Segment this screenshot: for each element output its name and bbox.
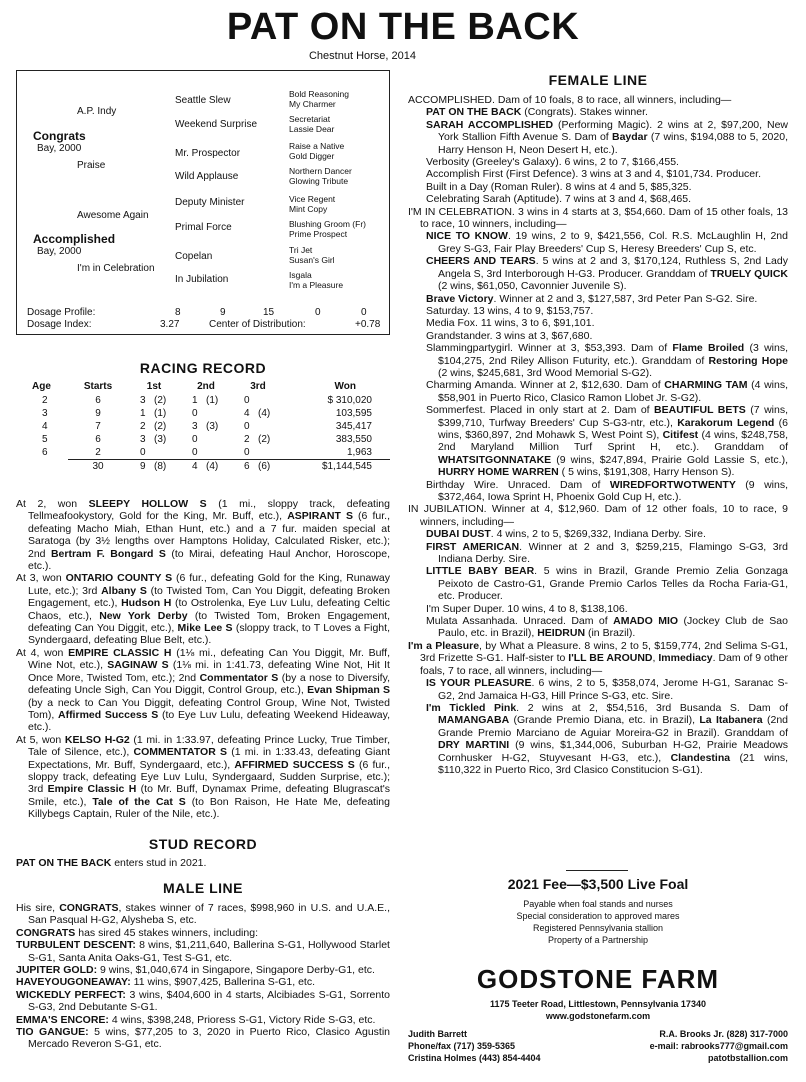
race-count: 0 bbox=[192, 434, 198, 445]
contact-right bbox=[588, 1028, 788, 1064]
racing-record-cell: 6 bbox=[95, 395, 101, 406]
pedigree-gen4-11: Prime Prospect bbox=[289, 229, 348, 239]
female-line-produce: Birthday Wire. Unraced. Dam of WIREDFORTWOTWENTY (9 wins, $372,464, Iowa Sprint H, Phoenix Gold Cup H, etc.). bbox=[426, 478, 789, 503]
pedigree-gen4-7: Glowing Tribute bbox=[289, 176, 349, 186]
race-paragraph: At 2, won SLEEPY HOLLOW S (1 mi., sloppy track, defeating Tellmeafookystory, Gold for the King, Mr. Buff, etc.), ASPIRANT S (6 fur., defeating Macho Miah, Ethan Hunt, etc.) and a 7 fur. maiden special at Saratoga (by 3½ lengths over Hamptons Holiday, Calculated Risker, etc.); 2nd Bertram F. Bongard S (to Mirai, defeating Haul Anchor, Horoscope, etc.). bbox=[16, 498, 391, 573]
stakes-count: (6) bbox=[258, 461, 271, 472]
racing-record-cell: 7 bbox=[95, 421, 101, 432]
race-count: 2 bbox=[244, 434, 250, 445]
farm-name: GODSTONE FARM bbox=[476, 964, 720, 994]
racing-record-cell: 30 bbox=[68, 460, 128, 474]
race-count: 0 bbox=[140, 447, 146, 458]
female-line-produce: Verbosity (Greeley's Galaxy). 6 wins, 2 to 7, $166,455. bbox=[426, 156, 679, 169]
pedigree-gen3-2: Mr. Prospector bbox=[175, 148, 241, 159]
racing-record-row bbox=[16, 394, 390, 407]
racing-record-cell: 383,550 bbox=[335, 434, 372, 445]
race-paragraph: At 3, won ONTARIO COUNTY S (6 fur., defeating Gold for the King, Runaway Lute, etc.); 3rd Albany S (to Twisted Tom, Can You Diggit, defeating Broken Engagement, etc.), Hudson H (to Ostrolenka, Eye Luv Lulu, defeating Celtic Chaos, etc.), New York Derby (to Twisted Tom, Broken Engagement, defeating Can You Diggit, etc.), Mike Lee S (sloppy track, to T Loves a Fight, Syndergaard, defeating Blue Belt, etc.). bbox=[16, 572, 390, 647]
contact-phone[interactable]: R.A. Brooks Jr. (828) 317-7000 bbox=[659, 1029, 788, 1039]
racing-record-cell: 2 bbox=[95, 447, 101, 458]
male-line-text bbox=[16, 902, 390, 1051]
pedigree-gen4-3: Lassie Dear bbox=[289, 124, 335, 134]
dosage-index-value: 3.27 bbox=[160, 319, 180, 330]
female-line-dam: ACCOMPLISHED. Dam of 10 foals, 8 to race, all winners, including— bbox=[408, 94, 732, 106]
pedigree-gen2-3: I'm in Celebration bbox=[77, 263, 155, 274]
female-line-produce: Saturday. 13 wins, 4 to 9, $153,757. bbox=[426, 304, 594, 317]
pedigree-gen3-1: Weekend Surprise bbox=[175, 119, 258, 130]
female-line-produce: PAT ON THE BACK (Congrats). Stakes winner. bbox=[426, 106, 648, 119]
racing-record-cell: $ 310,020 bbox=[327, 395, 372, 406]
female-line-produce: LITTLE BABY BEAR. 5 wins in Brazil, Grande Premio Zelia Gonzaga Peixoto de Castro-G1, Grande Premio Carlos Telles da Rocha Faria-G1, etc. Producer. bbox=[426, 565, 788, 603]
pedigree-gen4-6: Northern Dancer bbox=[289, 166, 352, 176]
racing-record-row bbox=[16, 433, 390, 446]
pedigree-gen2-1: Praise bbox=[77, 160, 106, 171]
race-count: 4 bbox=[244, 408, 250, 419]
col-age: Age bbox=[32, 380, 51, 392]
female-line-produce: CHEERS AND TEARS. 5 wins at 2 and 3, $170,124, Ruthless S, 2nd Lady Angela S, 3rd Interborough H-G3. Producer. Granddam of TRUELY QUICK (2 wins, $61,050, Cavonnier Juvenile S). bbox=[426, 255, 788, 293]
female-line-produce: I'm Super Duper. 10 wins, 4 to 8, $138,106. bbox=[426, 602, 628, 615]
fee-term: Registered Pennsylvania stallion bbox=[532, 923, 664, 933]
farm-website[interactable]: www.godstonefarm.com bbox=[545, 1011, 651, 1021]
dosage-profile-label: Dosage Profile: bbox=[27, 307, 96, 318]
race-count: 9 bbox=[140, 461, 146, 472]
racing-record-cell: 6 bbox=[95, 434, 101, 445]
male-line-paragraph: TIO GANGUE: 5 wins, $77,205 to 3, 2020 in Puerto Rico, Clasico Agustin Mercado Reveron S-G1, etc. bbox=[16, 1026, 390, 1051]
pedigree-gen3-5: Primal Force bbox=[175, 222, 232, 233]
racing-record-cell: 9 bbox=[95, 408, 101, 419]
dosage-profile-value: 15 bbox=[263, 307, 275, 318]
contact-email[interactable]: e-mail: rabrooks777@gmail.com bbox=[649, 1041, 788, 1051]
racing-record-cell bbox=[180, 460, 232, 474]
pedigree-sire: Congrats bbox=[33, 129, 86, 143]
stakes-count: (2) bbox=[258, 434, 271, 445]
racing-record-cell bbox=[180, 394, 232, 407]
pedigree-gen3-4: Deputy Minister bbox=[175, 197, 245, 208]
dosage-profile-value: 0 bbox=[361, 307, 367, 318]
racing-record-cell: 5 bbox=[42, 434, 48, 445]
male-line-paragraph: JUPITER GOLD: 9 wins, $1,040,674 in Singapore, Singapore Derby-G1, etc. bbox=[16, 964, 375, 977]
pedigree-gen4-2: Secretariat bbox=[289, 114, 331, 124]
pedigree-gen2-2: Awesome Again bbox=[77, 210, 149, 221]
col-won: Won bbox=[334, 380, 356, 392]
female-line-produce: NICE TO KNOW. 19 wins, 2 to 9, $421,556, Col. R.S. McLaughlin H, 2nd Grey S-G3, Fair Play Breeders' Cup S, Heresy Breeders' Cup S, etc. bbox=[426, 230, 788, 255]
racing-record-cell: 2 bbox=[42, 395, 48, 406]
female-line-produce: Media Fox. 11 wins, 3 to 6, $91,101. bbox=[426, 317, 595, 330]
male-line-paragraph: HAVEYOUGONEAWAY: 11 wins, $907,425, Ballerina S-G1, etc. bbox=[16, 976, 315, 989]
pedigree-gen4-8: Vice Regent bbox=[289, 194, 336, 204]
pedigree-gen3-7: In Jubilation bbox=[175, 274, 229, 285]
racing-record-cell bbox=[128, 460, 180, 474]
racing-record-row bbox=[16, 420, 390, 433]
racing-record-cell: $1,144,545 bbox=[284, 460, 390, 474]
racing-record-cell bbox=[232, 433, 284, 446]
female-line-produce: Built in a Day (Roman Ruler). 8 wins at 4 and 5, $85,325. bbox=[426, 180, 692, 193]
racing-record-cell bbox=[180, 407, 232, 420]
female-line-produce: Mulata Assanhada. Unraced. Dam of AMADO MIO (Jockey Club de Sao Paulo, etc. in Brazil), HEIDRUN (in Brazil). bbox=[426, 615, 788, 640]
female-line-dam: I'M IN CELEBRATION. 3 wins in 4 starts at 3, $54,660. Dam of 15 other foals, 13 to race, 10 winners, including— bbox=[408, 205, 788, 231]
racing-record-row bbox=[16, 407, 390, 420]
stud-fee: 2021 Fee—$3,500 Live Foal bbox=[507, 876, 689, 892]
contact-left bbox=[408, 1028, 608, 1064]
racing-record-heading: RACING RECORD bbox=[139, 360, 267, 376]
racing-record-table bbox=[16, 378, 390, 473]
racing-record-cell: 1,963 bbox=[346, 447, 372, 458]
racing-record-cell bbox=[128, 433, 180, 446]
race-count: 3 bbox=[140, 434, 146, 445]
fee-term: Special consideration to approved mares bbox=[516, 911, 680, 921]
racing-record-cell bbox=[128, 407, 180, 420]
divider bbox=[566, 870, 628, 871]
race-count: 0 bbox=[244, 395, 250, 406]
stakes-count: (8) bbox=[154, 461, 167, 472]
female-line-produce: Slammingpartygirl. Winner at 3, $53,393. Dam of Flame Broiled (3 wins, $104,275, 2nd Riley Allison Futurity, etc.). Granddam of Restoring Hope (2 wins, $245,681, 3rd Wood Memorial S-G2). bbox=[426, 342, 789, 379]
racing-record-cell bbox=[232, 460, 284, 474]
stakes-count: (1) bbox=[154, 408, 167, 419]
female-line-produce: I'm Tickled Pink. 2 wins at 2, $54,516, 3rd Busanda S. Dam of MAMANGABA (Grande Premio Diana, etc. in Brazil), La Itabanera (2nd Grande Premio Marciano de Aguiar Moreira-G2 in Brazil). Granddam of DRY MARTINI (9 wins, $1,344,006, Suburban H-G2, Prairie Meadows Cornhusker H-G2, Stuyvesant H-G3, etc.), Clandestina (21 wins, $110,322 in Puerto Rico, 3rd Clasico Constitucion S-G1). bbox=[426, 701, 789, 776]
pedigree-gen4-10: Blushing Groom (Fr) bbox=[289, 219, 366, 229]
racing-record-cell bbox=[180, 433, 232, 446]
farm-address: 1175 Teeter Road, Littlestown, Pennsylvania 17340 bbox=[490, 999, 706, 1009]
female-line-dam: IN JUBILATION. Winner at 4, $12,960. Dam of 12 other foals, 10 to race, 9 winners, including— bbox=[408, 503, 788, 528]
dosage-index-label: Dosage Index: bbox=[27, 319, 92, 330]
racing-record-cell bbox=[232, 446, 284, 460]
racing-record-cell: 3 bbox=[42, 408, 48, 419]
fee-term: Payable when foal stands and nurses bbox=[523, 899, 673, 909]
contact-name: Judith Barrett bbox=[408, 1029, 468, 1039]
pedigree-dam: Accomplished bbox=[33, 232, 116, 246]
racing-record-cell: 345,417 bbox=[335, 421, 372, 432]
female-line-produce: IS YOUR PLEASURE. 6 wins, 2 to 5, $358,074, Jerome H-G1, Saranac S-G2, 2nd Jamaica H-G3, Hill Prince S-G3, etc. Sire. bbox=[426, 677, 789, 702]
female-line-produce: SARAH ACCOMPLISHED (Performing Magic). 2 wins at 2, $97,200, New York Stallion Fifth Avenue S. Dam of Baydar (7 wins, $194,088 to 5, 2020, Harry Henson H, Neon Desert H, etc.). bbox=[426, 118, 788, 156]
race-count: 1 bbox=[140, 408, 146, 419]
race-paragraph: At 4, won EMPIRE CLASSIC H (1⅛ mi., defeating Can You Diggit, Mr. Buff, Wine Not, etc.), SAGINAW S (1⅛ mi. in 1:41.73, defeating Wine Not, Hit It Once More, Twisted Tom, etc.); 2nd Commentator S (by a nose to Diversify, defeating Uncle Sigh, Can You Diggit, Control Group, etc.), Evan Shipman S (by a neck to Can You Diggit, defeating Control Group, Wine Not, Twisted Tom), Affirmed Success S (to Eye Luv Lulu, defeating Weekend Hideaway, etc.). bbox=[16, 646, 390, 734]
contact-phone[interactable]: Cristina Holmes (443) 854-4404 bbox=[408, 1053, 541, 1063]
race-count: 0 bbox=[244, 447, 250, 458]
male-line-paragraph: His sire, CONGRATS, stakes winner of 7 races, $998,960 in U.S. and U.A.E., San Pasqual H-G2, Alysheba S, etc. bbox=[16, 902, 390, 927]
female-line-produce: Brave Victory. Winner at 2 and 3, $127,587, 3rd Peter Pan S-G2. Sire. bbox=[426, 292, 758, 305]
female-line-produce: FIRST AMERICAN. Winner at 2 and 3, $259,215, Flamingo S-G3, 3rd Indiana Derby. Sire. bbox=[426, 540, 788, 566]
pedigree-gen2-0: A.P. Indy bbox=[77, 106, 117, 117]
pedigree-gen4-14: Isgala bbox=[289, 270, 312, 280]
racing-record-cell bbox=[180, 446, 232, 460]
race-count: 3 bbox=[140, 395, 146, 406]
race-count: 4 bbox=[192, 461, 198, 472]
stakes-count: (2) bbox=[154, 421, 167, 432]
female-line-produce: Grandstander. 3 wins at 3, $67,680. bbox=[426, 329, 593, 342]
horse-description: Chestnut Horse, 2014 bbox=[308, 50, 416, 62]
pedigree-gen3-0: Seattle Slew bbox=[175, 95, 231, 106]
pedigree-gen3-3: Wild Applause bbox=[175, 171, 239, 182]
race-count: 0 bbox=[192, 408, 198, 419]
female-line-heading: FEMALE LINE bbox=[548, 72, 648, 88]
pedigree-gen4-1: My Charmer bbox=[289, 99, 336, 109]
stakes-count: (4) bbox=[206, 461, 219, 472]
race-count: 0 bbox=[192, 447, 198, 458]
racing-record-cell bbox=[232, 420, 284, 433]
racing-record-cell bbox=[128, 394, 180, 407]
racing-record-cell bbox=[16, 460, 68, 474]
race-summary bbox=[16, 498, 390, 821]
pedigree-chart bbox=[16, 70, 390, 335]
dosage-profile-value: 8 bbox=[175, 307, 181, 318]
female-line-produce: Celebrating Sarah (Aptitude). 7 wins at 3 and 4, $68,465. bbox=[426, 193, 692, 206]
racing-record-cell bbox=[232, 407, 284, 420]
col-second: 2nd bbox=[197, 380, 215, 392]
racing-record-cell: 6 bbox=[42, 447, 48, 459]
pedigree-gen4-5: Gold Digger bbox=[289, 151, 335, 161]
pedigree-gen3-6: Copelan bbox=[175, 251, 213, 262]
female-line-produce: Sommerfest. Placed in only start at 2. Dam of BEAUTIFUL BETS (7 wins, $399,710, Turfway Breeders' Cup S-G3-ntr, etc.), Karakorum Legend (6 wins, $360,897, 2nd Mohawk S, West Point S), Citifest (4 wins, $248,758, 2nd Maryland Million Turf Sprint H, etc.). Granddam of WHATSITGONNATAKE (9 wins, $247,894, Prairie Gold Lassie S, etc.), HURRY HOME WARREN ( 5 wins, $191,308, Harry Henson S). bbox=[426, 404, 789, 479]
stud-record-heading: STUD RECORD bbox=[148, 836, 258, 852]
pedigree-gen4-4: Raise a Native bbox=[289, 141, 345, 151]
racing-record-cell: 103,595 bbox=[335, 408, 372, 419]
race-count: 3 bbox=[192, 421, 198, 432]
center-of-distribution-label: Center of Distribution: bbox=[209, 319, 306, 330]
center-of-distribution-value: +0.78 bbox=[355, 319, 381, 330]
male-line-paragraph: CONGRATS has sired 45 stakes winners, including: bbox=[16, 926, 258, 939]
stakes-count: (4) bbox=[258, 408, 271, 419]
pedigree-gen4-15: I'm a Pleasure bbox=[289, 280, 344, 290]
pedigree-gen4-13: Susan's Girl bbox=[289, 255, 335, 265]
fee-term: Property of a Partnership bbox=[547, 935, 649, 945]
contact-phone[interactable]: Phone/fax (717) 359-5365 bbox=[408, 1041, 516, 1051]
pedigree-gen4-12: Tri Jet bbox=[289, 245, 313, 255]
race-count: 2 bbox=[140, 421, 146, 432]
racing-record-cell bbox=[232, 394, 284, 407]
female-line-produce: Accomplish First (First Defence). 3 wins at 3 and 4, $101,734. Producer. bbox=[426, 168, 761, 181]
dosage-profile-value: 9 bbox=[220, 307, 226, 318]
stakes-count: (3) bbox=[206, 421, 219, 432]
female-line-dam: I'm a Pleasure, by What a Pleasure. 8 wins, 2 to 5, $159,774, 2nd Selima S-G1, 3rd Frizette S-G1. Half-sister to I'LL BE AROUND, Immediacy. Dam of 9 other foals, 7 to race, all winners, including— bbox=[408, 639, 788, 677]
racing-record-cell: 4 bbox=[42, 421, 48, 432]
race-paragraph: At 5, won KELSO H-G2 (1 mi. in 1:33.97, defeating Prince Lucky, True Timber, Tale of Silence, etc.), COMMENTATOR S (1 mi. in 1:33.43, defeating Giant Expectations, Mr. Buff, Syndergaard, etc.), AFFIRMED SUCCESS S (6 fur., sloppy track, defeating Eye Luv Lulu, Syndergaard, Sudden Surprise, etc.); 3rd Empire Classic H (to Mr. Buff, Dynamax Prime, defeating Blugrascat's Smile, etc.), Tale of the Cat S (to Bon Raison, He Hate Me, defeating Killybegs Captain, Ruler of the Nile, etc.). bbox=[16, 733, 390, 821]
stud-record-text: PAT ON THE BACK enters stud in 2021. bbox=[16, 857, 207, 869]
racing-record-cell bbox=[180, 420, 232, 433]
fee-terms bbox=[408, 898, 788, 946]
male-line-paragraph: EMMA'S ENCORE: 4 wins, $398,248, Prioress S-G1, Victory Ride S-G3, etc. bbox=[16, 1013, 376, 1026]
racing-record-row bbox=[16, 446, 390, 460]
race-count: 1 bbox=[192, 395, 198, 406]
pedigree-gen4-9: Mint Copy bbox=[289, 204, 328, 214]
racing-record-total-row bbox=[16, 460, 390, 474]
pedigree-gen4-0: Bold Reasoning bbox=[289, 89, 350, 99]
col-third: 3rd bbox=[250, 380, 266, 392]
stakes-count: (2) bbox=[154, 395, 167, 406]
col-starts: Starts bbox=[83, 380, 113, 392]
stakes-count: (1) bbox=[206, 395, 219, 406]
race-count: 6 bbox=[244, 461, 250, 472]
pedigree-dam-info: Bay, 2000 bbox=[37, 246, 82, 257]
dosage-profile-value: 0 bbox=[315, 307, 321, 318]
male-line-paragraph: WICKEDLY PERFECT: 3 wins, $404,600 in 4 starts, Alcibiades S-G1, Sorrento S-G3, 2nd Debutante S-G1. bbox=[16, 988, 390, 1014]
female-line-produce: Charming Amanda. Winner at 2, $12,630. Dam of CHARMING TAM (4 wins, $58,901 in Puerto Rico, Clasico Ramon Llobet Jr. S-G2). bbox=[426, 379, 788, 404]
col-first: 1st bbox=[146, 380, 162, 392]
race-count: 0 bbox=[244, 421, 250, 432]
stakes-count: (3) bbox=[154, 434, 167, 445]
male-line-heading: MALE LINE bbox=[163, 880, 243, 896]
female-line-produce: DUBAI DUST. 4 wins, 2 to 5, $269,332, Indiana Derby. Sire. bbox=[426, 528, 706, 541]
page-title: PAT ON THE BACK bbox=[226, 6, 580, 48]
pedigree-sire-info: Bay, 2000 bbox=[37, 143, 82, 154]
contact-website[interactable]: patotbstallion.com bbox=[707, 1053, 788, 1063]
racing-record-cell bbox=[128, 420, 180, 433]
female-line-text bbox=[408, 94, 788, 776]
racing-record-cell bbox=[128, 446, 180, 460]
male-line-paragraph: TURBULENT DESCENT: 8 wins, $1,211,640, Ballerina S-G1, Hollywood Starlet S-G1, Santa Anita Oaks-G1, Test S-G1, etc. bbox=[16, 939, 390, 964]
